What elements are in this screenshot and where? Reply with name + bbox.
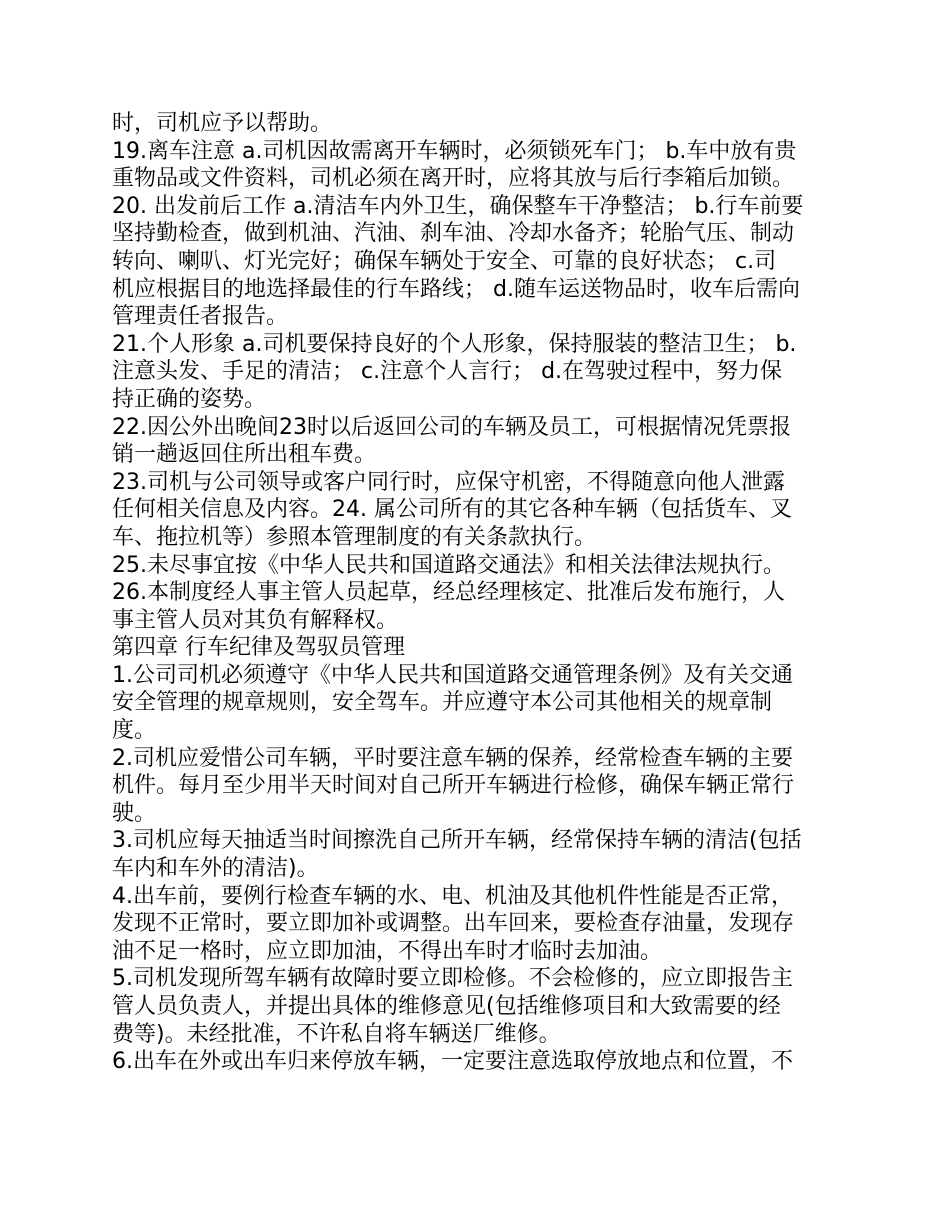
text-line: 费等)。未经批准，不许私自将车辆送厂维修。 <box>112 1021 561 1047</box>
text-line: 时，司机应予以帮助。 <box>112 111 333 136</box>
text-line: 坚持勤检查，做到机油、汽油、刹车油、冷却水备齐；轮胎气压、制动 <box>112 221 795 247</box>
text-line: 2.司机应爱惜公司车辆，平时要注意车辆的保养，经常检查车辆的主要 <box>112 745 793 771</box>
text-line: 油不足一格时，应立即加油，不得出车时才临时去加油。 <box>112 938 663 964</box>
text-line: 19.离车注意 a.司机因故需离开车辆时，必须锁死车门； b.车中放有贵 <box>112 138 797 164</box>
text-line: 1.公司司机必须遵守《中华人民共和国道路交通管理条例》及有关交通 <box>112 662 793 688</box>
text-line: 车内和车外的清洁)。 <box>112 856 319 882</box>
text-line: 5.司机发现所驾车辆有故障时要立即检修。不会检修的，应立即报告主 <box>112 966 793 992</box>
text-line: 第四章 行车纪律及驾驭员管理 <box>112 635 405 661</box>
text-line: 20. 出发前后工作 a.清洁车内外卫生，确保整车干净整洁； b.行车前要 <box>112 193 804 219</box>
text-line: 管人员负责人，并提出具体的维修意见(包括维修项目和大致需要的经 <box>112 994 781 1019</box>
text-line: 机件。每月至少用半天时间对自己所开车辆进行检修，确保车辆正常行 <box>112 773 795 799</box>
text-line: 任何相关信息及内容。24. 属公司所有的其它各种车辆（包括货车、叉 <box>112 497 792 523</box>
text-line: 4.出车前，要例行检查车辆的水、电、机油及其他机件性能是否正常， <box>112 883 793 909</box>
document-body <box>112 110 842 1076</box>
text-line: 机应根据目的地选择最佳的行车路线； d.随车运送物品时，收车后需向 <box>112 276 800 302</box>
text-line: 25.未尽事宜按《中华人民共和国道路交通法》和相关法律法规执行。 <box>112 552 785 578</box>
text-line: 22.因公外出晚间23时以后返回公司的车辆及员工，可根据情况凭票报 <box>112 414 791 440</box>
text-line: 发现不正常时，要立即加补或调整。出车回来，要检查存油量，发现存 <box>112 911 795 937</box>
text-line: 6.出车在外或出车归来停放车辆，一定要注意选取停放地点和位置，不 <box>112 1049 793 1075</box>
text-line: 重物品或文件资料，司机必须在离开时，应将其放与后行李箱后加锁。 <box>112 166 795 192</box>
text-line: 注意头发、手足的清洁； c.注意个人言行； d.在驾驶过程中，努力保 <box>112 359 783 385</box>
text-line: 销一趟返回住所出租车费。 <box>112 442 377 468</box>
text-line: 持正确的姿势。 <box>112 386 267 412</box>
text-line: 事主管人员对其负有解释权。 <box>112 607 399 633</box>
text-line: 26.本制度经人事主管人员起草，经总经理核定、批准后发布施行，人 <box>112 580 785 606</box>
text-line: 驶。 <box>112 800 157 826</box>
text-line: 转向、喇叭、灯光完好；确保车辆处于安全、可靠的良好状态； c.司 <box>112 248 777 274</box>
text-line: 度。 <box>112 718 157 744</box>
text-line: 管理责任者报告。 <box>112 304 289 330</box>
text-line: 3.司机应每天抽适当时间擦洗自己所开车辆，经常保持车辆的清洁(包括 <box>112 828 802 854</box>
text-line: 23.司机与公司领导或客户同行时，应保守机密，不得随意向他人泄露 <box>112 469 785 495</box>
text-line: 安全管理的规章规则，安全驾车。并应遵守本公司其他相关的规章制 <box>112 690 773 716</box>
text-line: 车、拖拉机等）参照本管理制度的有关条款执行。 <box>112 524 597 550</box>
text-line: 21.个人形象 a.司机要保持良好的个人形象，保持服装的整洁卫生； b. <box>112 331 797 357</box>
